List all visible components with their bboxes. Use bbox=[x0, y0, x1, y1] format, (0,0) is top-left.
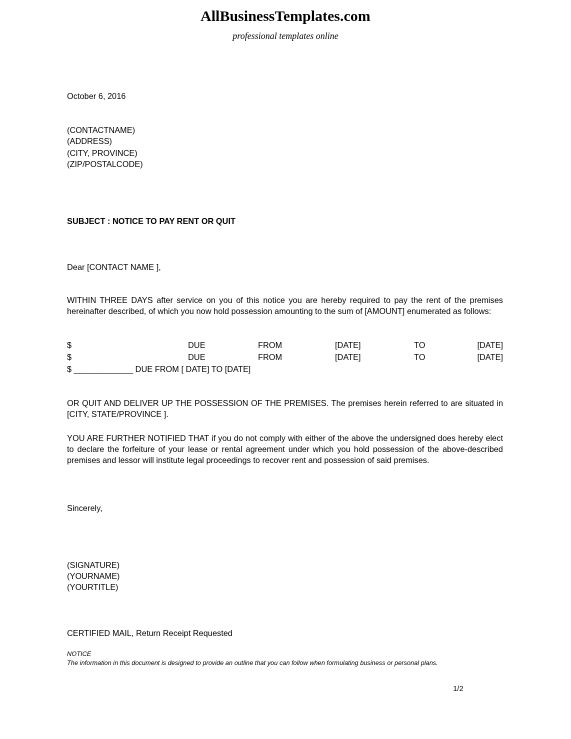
rent-due: DUE bbox=[188, 341, 206, 350]
certified-mail-note: CERTIFIED MAIL, Return Receipt Requested bbox=[67, 629, 233, 638]
brand-tagline: professional templates online bbox=[232, 31, 339, 41]
rent-from-date: [DATE] bbox=[335, 341, 361, 350]
address-street: (ADDRESS) bbox=[67, 137, 113, 146]
signature-name: (YOURNAME) bbox=[67, 572, 120, 581]
rent-from: FROM bbox=[258, 353, 283, 362]
rent-due: DUE bbox=[188, 353, 206, 362]
page-number: 1/2 bbox=[453, 684, 464, 693]
paragraph-pay-rent: WITHIN THREE DAYS after service on you of this notice you are hereby required to pay the rent of the premises hereinafter described, of which you now hold possession amounting to the sum of [AMOUNT] enumerated as follows: bbox=[67, 296, 503, 317]
rent-currency: $ bbox=[67, 353, 72, 362]
signature-title: (YOURTITLE) bbox=[67, 583, 119, 592]
rent-row-blank: $ _____________ DUE FROM [ DATE] TO [DATE] bbox=[67, 365, 251, 374]
letter-subject: SUBJECT : NOTICE TO PAY RENT OR QUIT bbox=[67, 217, 236, 226]
rent-from-date: [DATE] bbox=[335, 353, 361, 362]
signature-line: (SIGNATURE) bbox=[67, 561, 120, 570]
rent-to: TO bbox=[414, 341, 426, 350]
letter-salutation: Dear [CONTACT NAME ], bbox=[67, 263, 161, 272]
rent-from: FROM bbox=[258, 341, 283, 350]
address-city-province: (CITY, PROVINCE) bbox=[67, 149, 138, 158]
rent-to: TO bbox=[414, 353, 426, 362]
rent-row bbox=[67, 341, 503, 353]
letter-date: October 6, 2016 bbox=[67, 92, 126, 101]
rent-currency: $ bbox=[67, 341, 72, 350]
brand-logo: AllBusinessTemplates.com bbox=[200, 9, 371, 25]
address-zip: (ZIP/POSTALCODE) bbox=[67, 160, 143, 169]
paragraph-further-notified: YOU ARE FURTHER NOTIFIED THAT if you do not comply with either of the above the undersigned does hereby elect to declare the forfeiture of your lease or rental agreement under which you hold possession of the above-described premises and lessor will institute legal proceedings to recover rent and possession of said premises. bbox=[67, 434, 503, 466]
rent-to-date: [DATE] bbox=[477, 353, 503, 362]
notice-title: NOTICE bbox=[67, 651, 92, 658]
notice-text: The information in this document is designed to provide an outline that you can follow when formulating business or personal plans. bbox=[67, 660, 438, 667]
address-contact-name: (CONTACTNAME) bbox=[67, 126, 136, 135]
rent-to-date: [DATE] bbox=[477, 341, 503, 350]
letter-closing: Sincerely, bbox=[67, 504, 103, 513]
paragraph-quit: OR QUIT AND DELIVER UP THE POSSESSION OF THE PREMISES. The premises herein referred to are situated in [CITY, STATE/PROVINCE ]. bbox=[67, 399, 503, 420]
